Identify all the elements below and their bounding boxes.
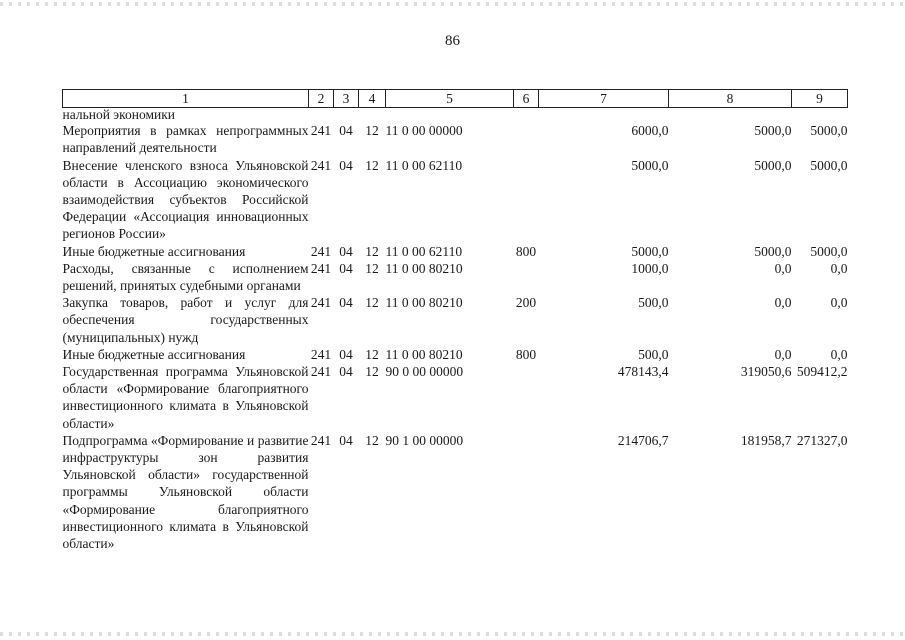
- row-c8: 319050,6: [740, 364, 792, 380]
- row-c2: 241: [310, 123, 332, 139]
- header-cell: 9: [792, 90, 848, 108]
- row-c5: 11 0 00 62110: [385, 157, 463, 173]
- row-c8: 0,0: [774, 346, 792, 362]
- row-c4: 12: [365, 123, 379, 139]
- row-c7: 214706,7: [617, 432, 669, 448]
- row-c2: 241: [310, 346, 332, 362]
- page-number: 86: [445, 33, 460, 49]
- row-c9: 5000,0: [810, 123, 848, 139]
- row-c2: 241: [310, 295, 332, 311]
- row-c8: 5000,0: [754, 157, 792, 173]
- table-row: [63, 122, 848, 156]
- header-cell: 2: [309, 90, 334, 108]
- row-c3: [334, 108, 359, 123]
- row-c5: 11 0 00 62110: [385, 243, 463, 259]
- row-c2: 241: [310, 364, 332, 380]
- header-cell: 4: [359, 90, 386, 108]
- budget-table: [62, 89, 848, 552]
- row-c7: 1000,0: [631, 260, 669, 276]
- row-c4: [359, 108, 386, 123]
- table-row: [63, 294, 848, 346]
- row-name: Внесение членского взноса Ульяновской области в Ассоциацию экономического взаимодействия субъектов Российской Федерации «Ассоциация инновационных регионов России»: [62, 157, 309, 242]
- row-c4: 12: [365, 243, 379, 259]
- row-c3: 04: [339, 364, 353, 380]
- row-c4: 12: [365, 157, 379, 173]
- row-c5: 11 0 00 80210: [385, 295, 463, 311]
- row-name: Иные бюджетные ассигнования: [62, 346, 246, 362]
- header-cell: 8: [669, 90, 792, 108]
- row-c6: [514, 363, 539, 432]
- header-cell: 7: [539, 90, 669, 108]
- row-c3: 04: [339, 295, 353, 311]
- row-c5: 11 0 00 00000: [385, 123, 463, 139]
- header-cell: 6: [514, 90, 539, 108]
- row-name: Подпрограмма «Формирование и развитие инфраструктуры зон развития Ульяновской области» государственной программы Ульяновской области «Формирование благоприятного инвестиционного климата в Ульяновской области»: [62, 432, 309, 552]
- scan-edge-bottom: [0, 632, 905, 636]
- row-c3: 04: [339, 260, 353, 276]
- table-row: [63, 432, 848, 552]
- row-c9: [792, 108, 848, 123]
- row-c7: 5000,0: [631, 157, 669, 173]
- row-c3: 04: [339, 432, 353, 448]
- row-c8: 5000,0: [754, 243, 792, 259]
- table-row: [63, 243, 848, 260]
- row-c6: [514, 157, 539, 243]
- row-c4: 12: [365, 260, 379, 276]
- row-c4: 12: [365, 295, 379, 311]
- row-c6: [514, 260, 539, 294]
- row-c2: 241: [310, 157, 332, 173]
- row-c5: [386, 108, 514, 123]
- row-c6: [514, 122, 539, 156]
- row-c9: 0,0: [830, 260, 848, 276]
- row-c8: 0,0: [774, 260, 792, 276]
- row-c6: 800: [515, 346, 537, 362]
- row-c2: 241: [310, 260, 332, 276]
- header-cell: 1: [63, 90, 309, 108]
- table-row: [63, 363, 848, 432]
- row-name: Закупка товаров, работ и услуг для обеспечения государственных (муниципальных) нужд: [62, 295, 309, 345]
- row-c5: 11 0 00 80210: [385, 260, 463, 276]
- row-name: Расходы, связанные с исполнением решений, принятых судебными органами: [62, 260, 309, 294]
- row-c3: 04: [339, 243, 353, 259]
- row-c8: 181958,7: [740, 432, 792, 448]
- row-c9: 5000,0: [810, 243, 848, 259]
- row-c4: 12: [365, 432, 379, 448]
- row-c7: 6000,0: [631, 123, 669, 139]
- row-c3: 04: [339, 123, 353, 139]
- row-c5: 90 0 00 00000: [385, 364, 464, 380]
- header-cell: 5: [386, 90, 514, 108]
- row-c9: 0,0: [830, 295, 848, 311]
- row-c8: [669, 108, 792, 123]
- table-row: [63, 157, 848, 243]
- row-name: Иные бюджетные ассигнования: [62, 243, 246, 259]
- row-c6: [514, 108, 539, 123]
- row-c7: 500,0: [638, 346, 669, 362]
- row-c2: [309, 108, 334, 123]
- table-row: [63, 108, 848, 123]
- row-c2: 241: [310, 432, 332, 448]
- table-row: [63, 346, 848, 363]
- row-c2: 241: [310, 243, 332, 259]
- row-c7: 500,0: [638, 295, 669, 311]
- row-c4: 12: [365, 346, 379, 362]
- row-c9: 271327,0: [796, 432, 848, 448]
- header-row: [63, 90, 848, 108]
- row-c5: 11 0 00 80210: [385, 346, 463, 362]
- row-c7: 5000,0: [631, 243, 669, 259]
- row-c5: 90 1 00 00000: [385, 432, 464, 448]
- row-name: Мероприятия в рамках непрограммных направлений деятельности: [62, 123, 309, 156]
- row-name: нальной экономики: [62, 107, 175, 123]
- row-c3: 04: [339, 157, 353, 173]
- row-c8: 0,0: [774, 295, 792, 311]
- row-c9: 5000,0: [810, 157, 848, 173]
- row-c3: 04: [339, 346, 353, 362]
- row-c8: 5000,0: [754, 123, 792, 139]
- row-c7: [539, 108, 669, 123]
- row-c6: [514, 432, 539, 552]
- table-row: [63, 260, 848, 294]
- row-c9: 0,0: [830, 346, 848, 362]
- row-c4: 12: [365, 364, 379, 380]
- row-name: Государственная программа Ульяновской области «Формирование благоприятного инвестиционного климата в Ульяновской области»: [62, 364, 309, 431]
- header-cell: 3: [334, 90, 359, 108]
- row-c9: 509412,2: [796, 364, 848, 380]
- row-c6: 200: [515, 295, 537, 311]
- row-c7: 478143,4: [617, 364, 669, 380]
- row-c6: 800: [515, 243, 537, 259]
- scan-edge-top: [0, 2, 905, 6]
